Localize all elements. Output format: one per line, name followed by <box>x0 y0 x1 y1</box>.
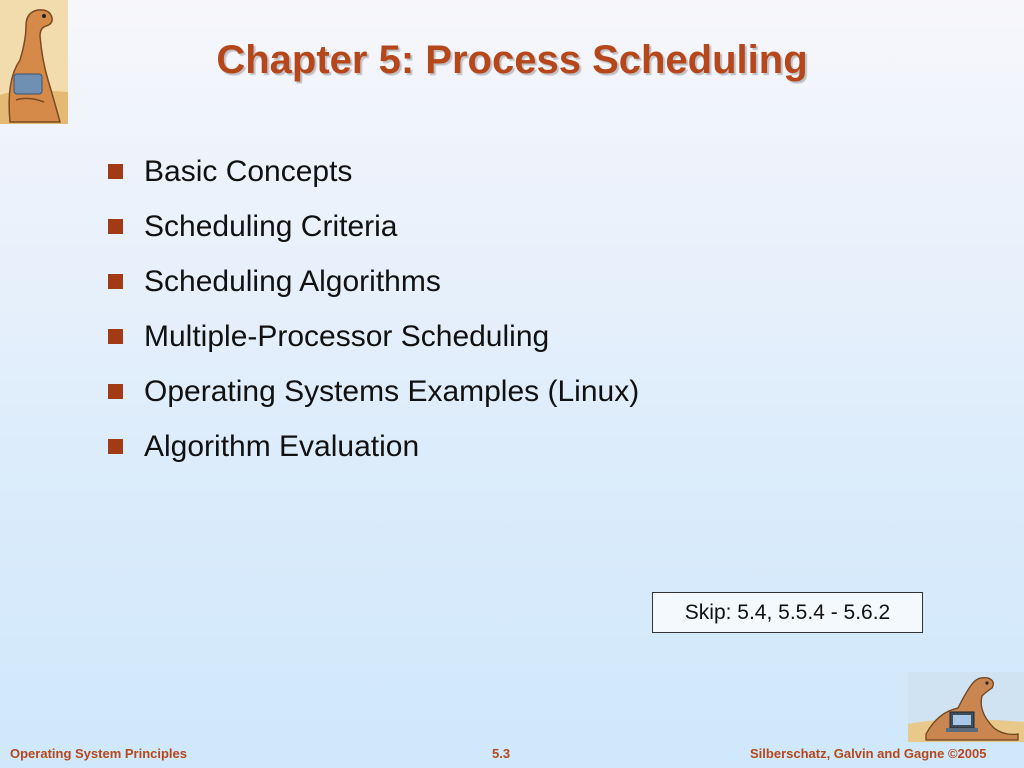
list-item <box>108 309 639 364</box>
slide-title: Chapter 5: Process Scheduling <box>216 38 808 82</box>
list-item <box>108 254 639 309</box>
dinosaur-laptop-icon <box>908 672 1024 742</box>
bullet-list <box>108 144 639 474</box>
square-bullet-icon <box>108 274 123 289</box>
bullet-text: Scheduling Criteria <box>144 209 398 243</box>
list-item <box>108 364 639 419</box>
list-item <box>108 144 639 199</box>
footer-slide-number: 5.3 <box>492 746 511 761</box>
skip-note-text: Skip: 5.4, 5.5.4 - 5.6.2 <box>684 600 891 624</box>
bullet-text: Basic Concepts <box>144 154 353 188</box>
bullet-text: Algorithm Evaluation <box>144 429 420 463</box>
square-bullet-icon <box>108 329 123 344</box>
bullet-text: Multiple-Processor Scheduling <box>144 319 550 353</box>
square-bullet-icon <box>108 219 123 234</box>
square-bullet-icon <box>108 384 123 399</box>
footer-course-name: Operating System Principles <box>10 746 188 761</box>
list-item <box>108 419 639 474</box>
square-bullet-icon <box>108 439 123 454</box>
skip-note-box <box>652 592 923 633</box>
footer-copyright: Silberschatz, Galvin and Gagne ©2005 <box>750 746 987 761</box>
list-item <box>108 199 639 254</box>
bullet-text: Operating Systems Examples (Linux) <box>144 374 640 408</box>
square-bullet-icon <box>108 164 123 179</box>
bullet-text: Scheduling Algorithms <box>144 264 441 298</box>
